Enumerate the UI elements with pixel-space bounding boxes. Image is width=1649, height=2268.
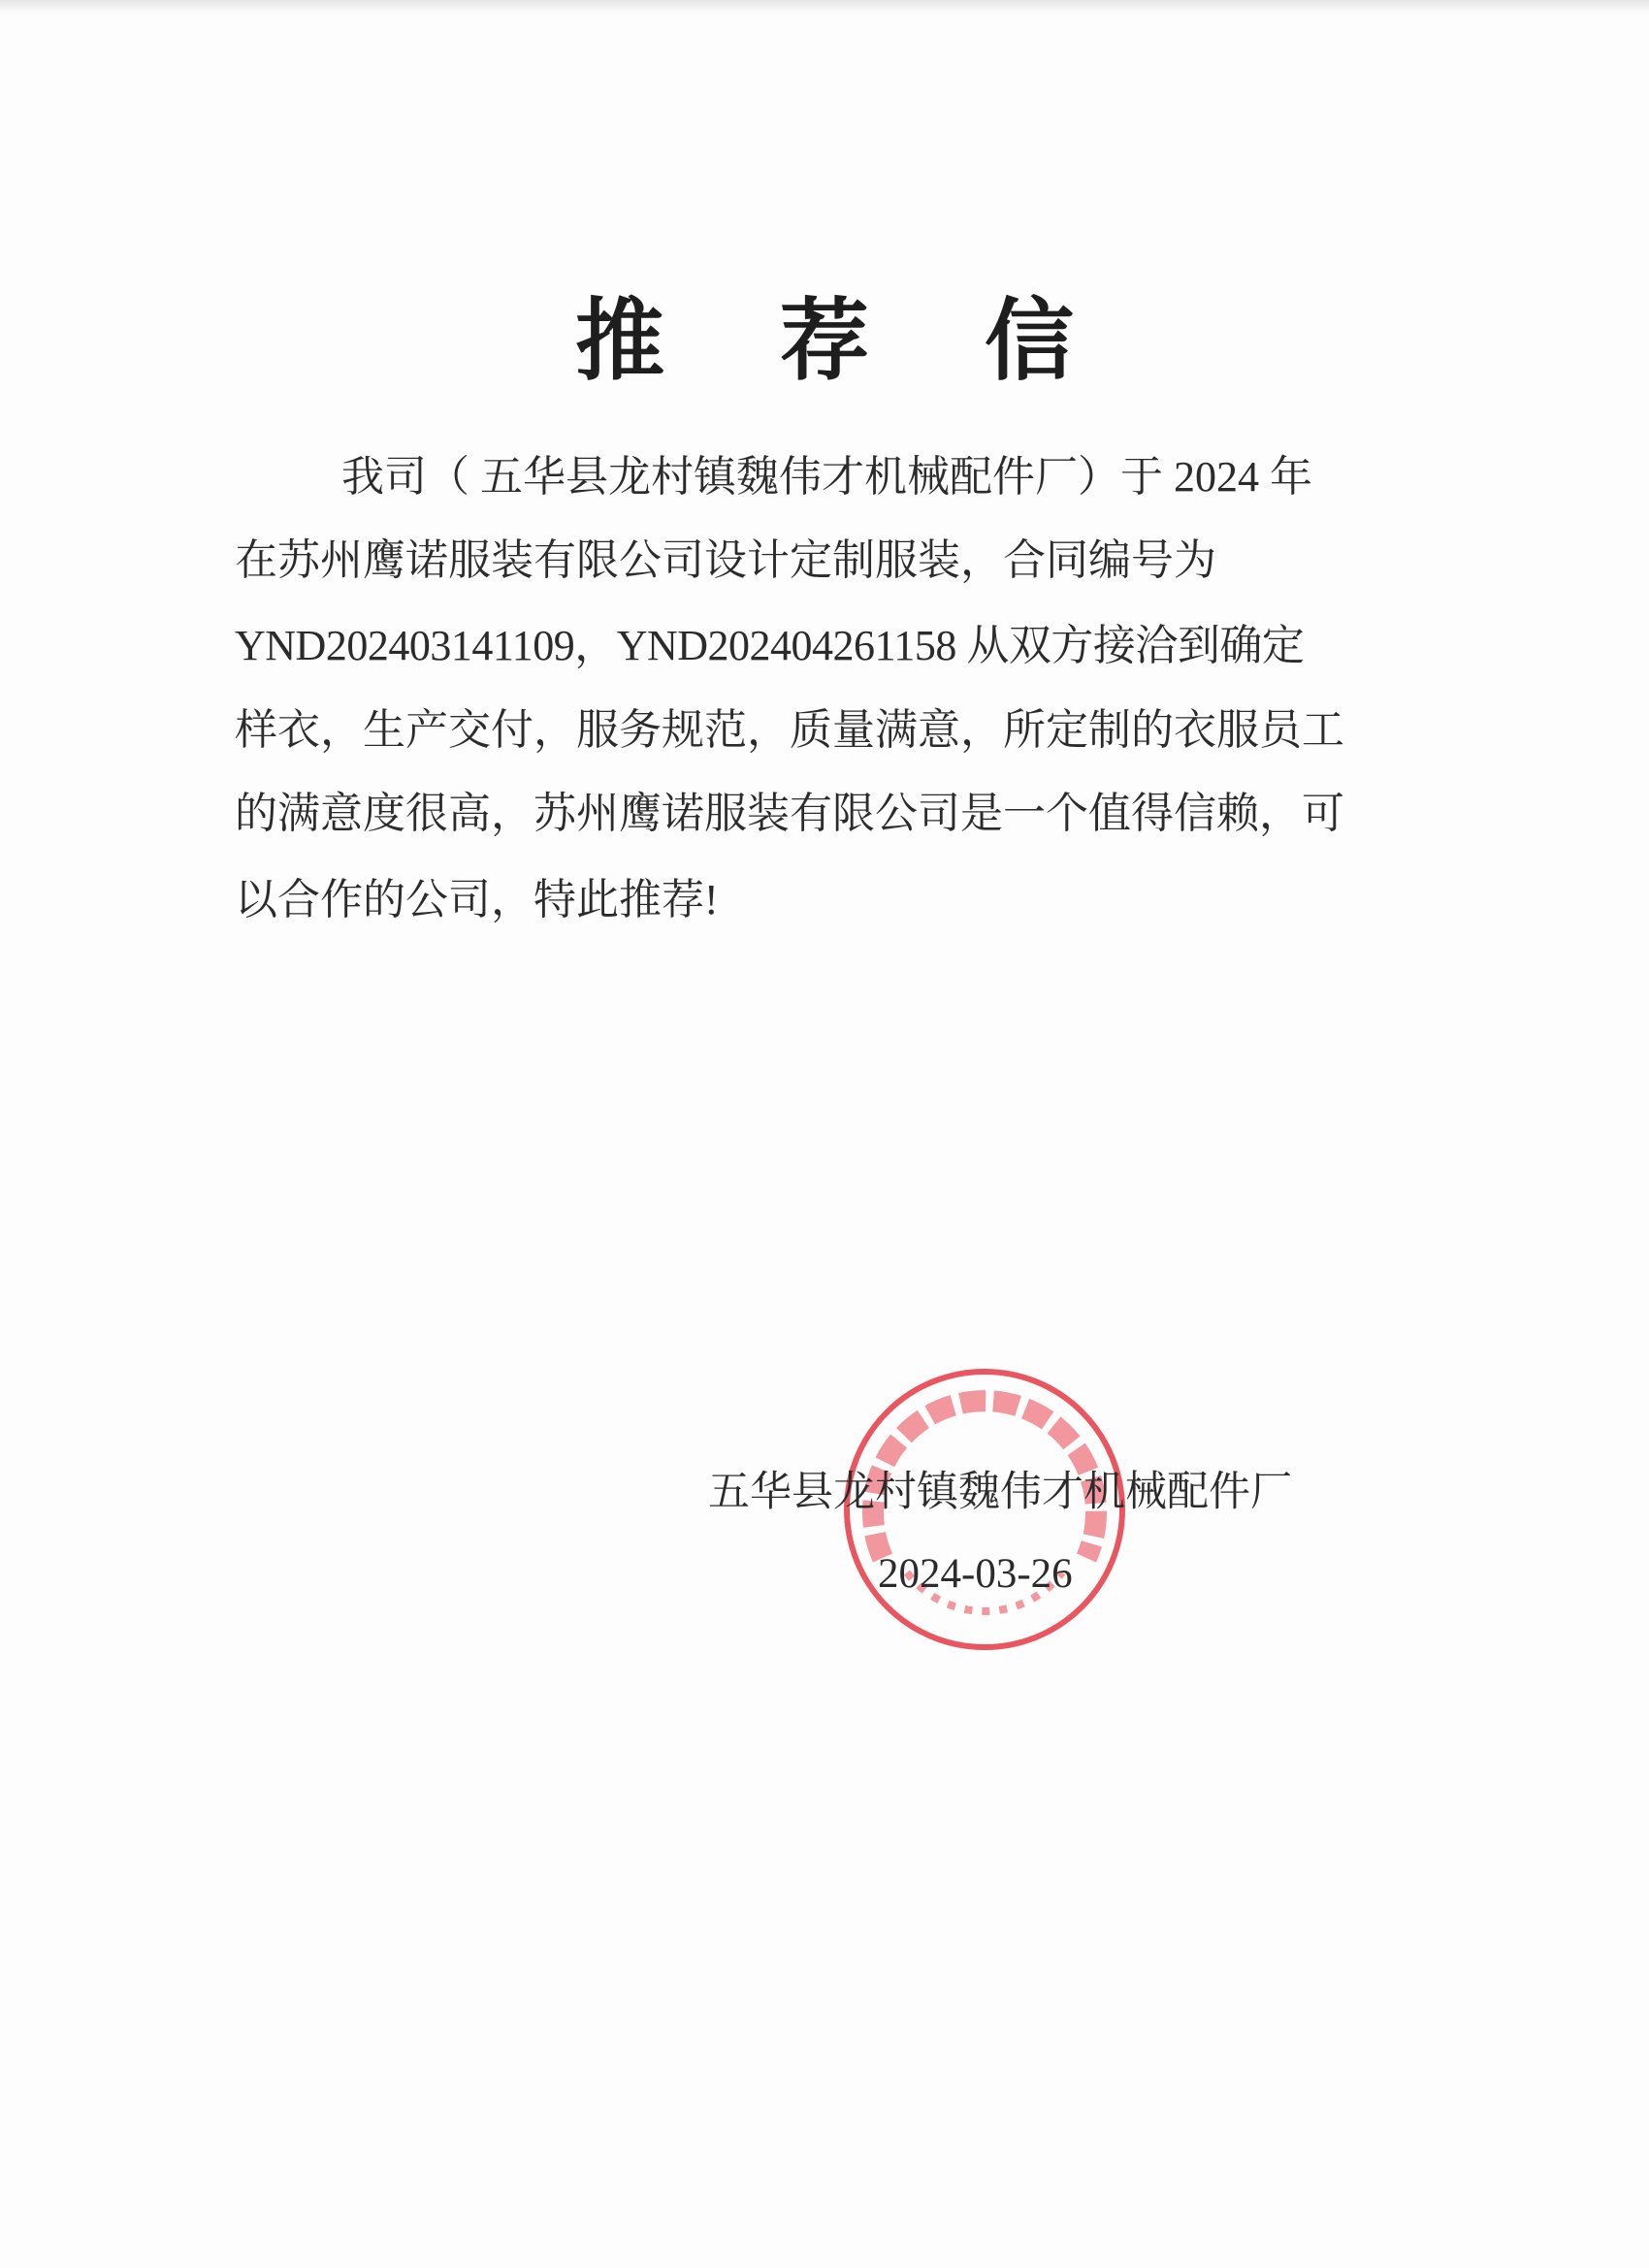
page-title: 推 荐 信 (574, 292, 1120, 391)
signature-company: 五华县龙村镇魏伟才机械配件厂 (708, 1470, 1292, 1515)
body-line-2: 在苏州鹰诺服装有限公司设计定制服装，合同编号为 (235, 536, 1216, 584)
signature-date: 2024-03-26 (878, 1551, 1073, 1597)
body-line-3: YND202403141109，YND202404261158 从双方接洽到确定 (235, 622, 1305, 669)
body-line-6: 以合作的公司，特此推荐! (235, 876, 719, 923)
body-line-5: 的满意度很高，苏州鹰诺服装有限公司是一个值得信赖，可 (235, 790, 1344, 837)
body-line-4: 样衣，生产交付，服务规范，质量满意，所定制的衣服员工 (235, 706, 1344, 754)
scan-edge-shadow (0, 0, 1649, 14)
body-line-1: 我司（ 五华县龙村镇魏伟才机械配件厂）于 2024 年 (341, 453, 1312, 501)
